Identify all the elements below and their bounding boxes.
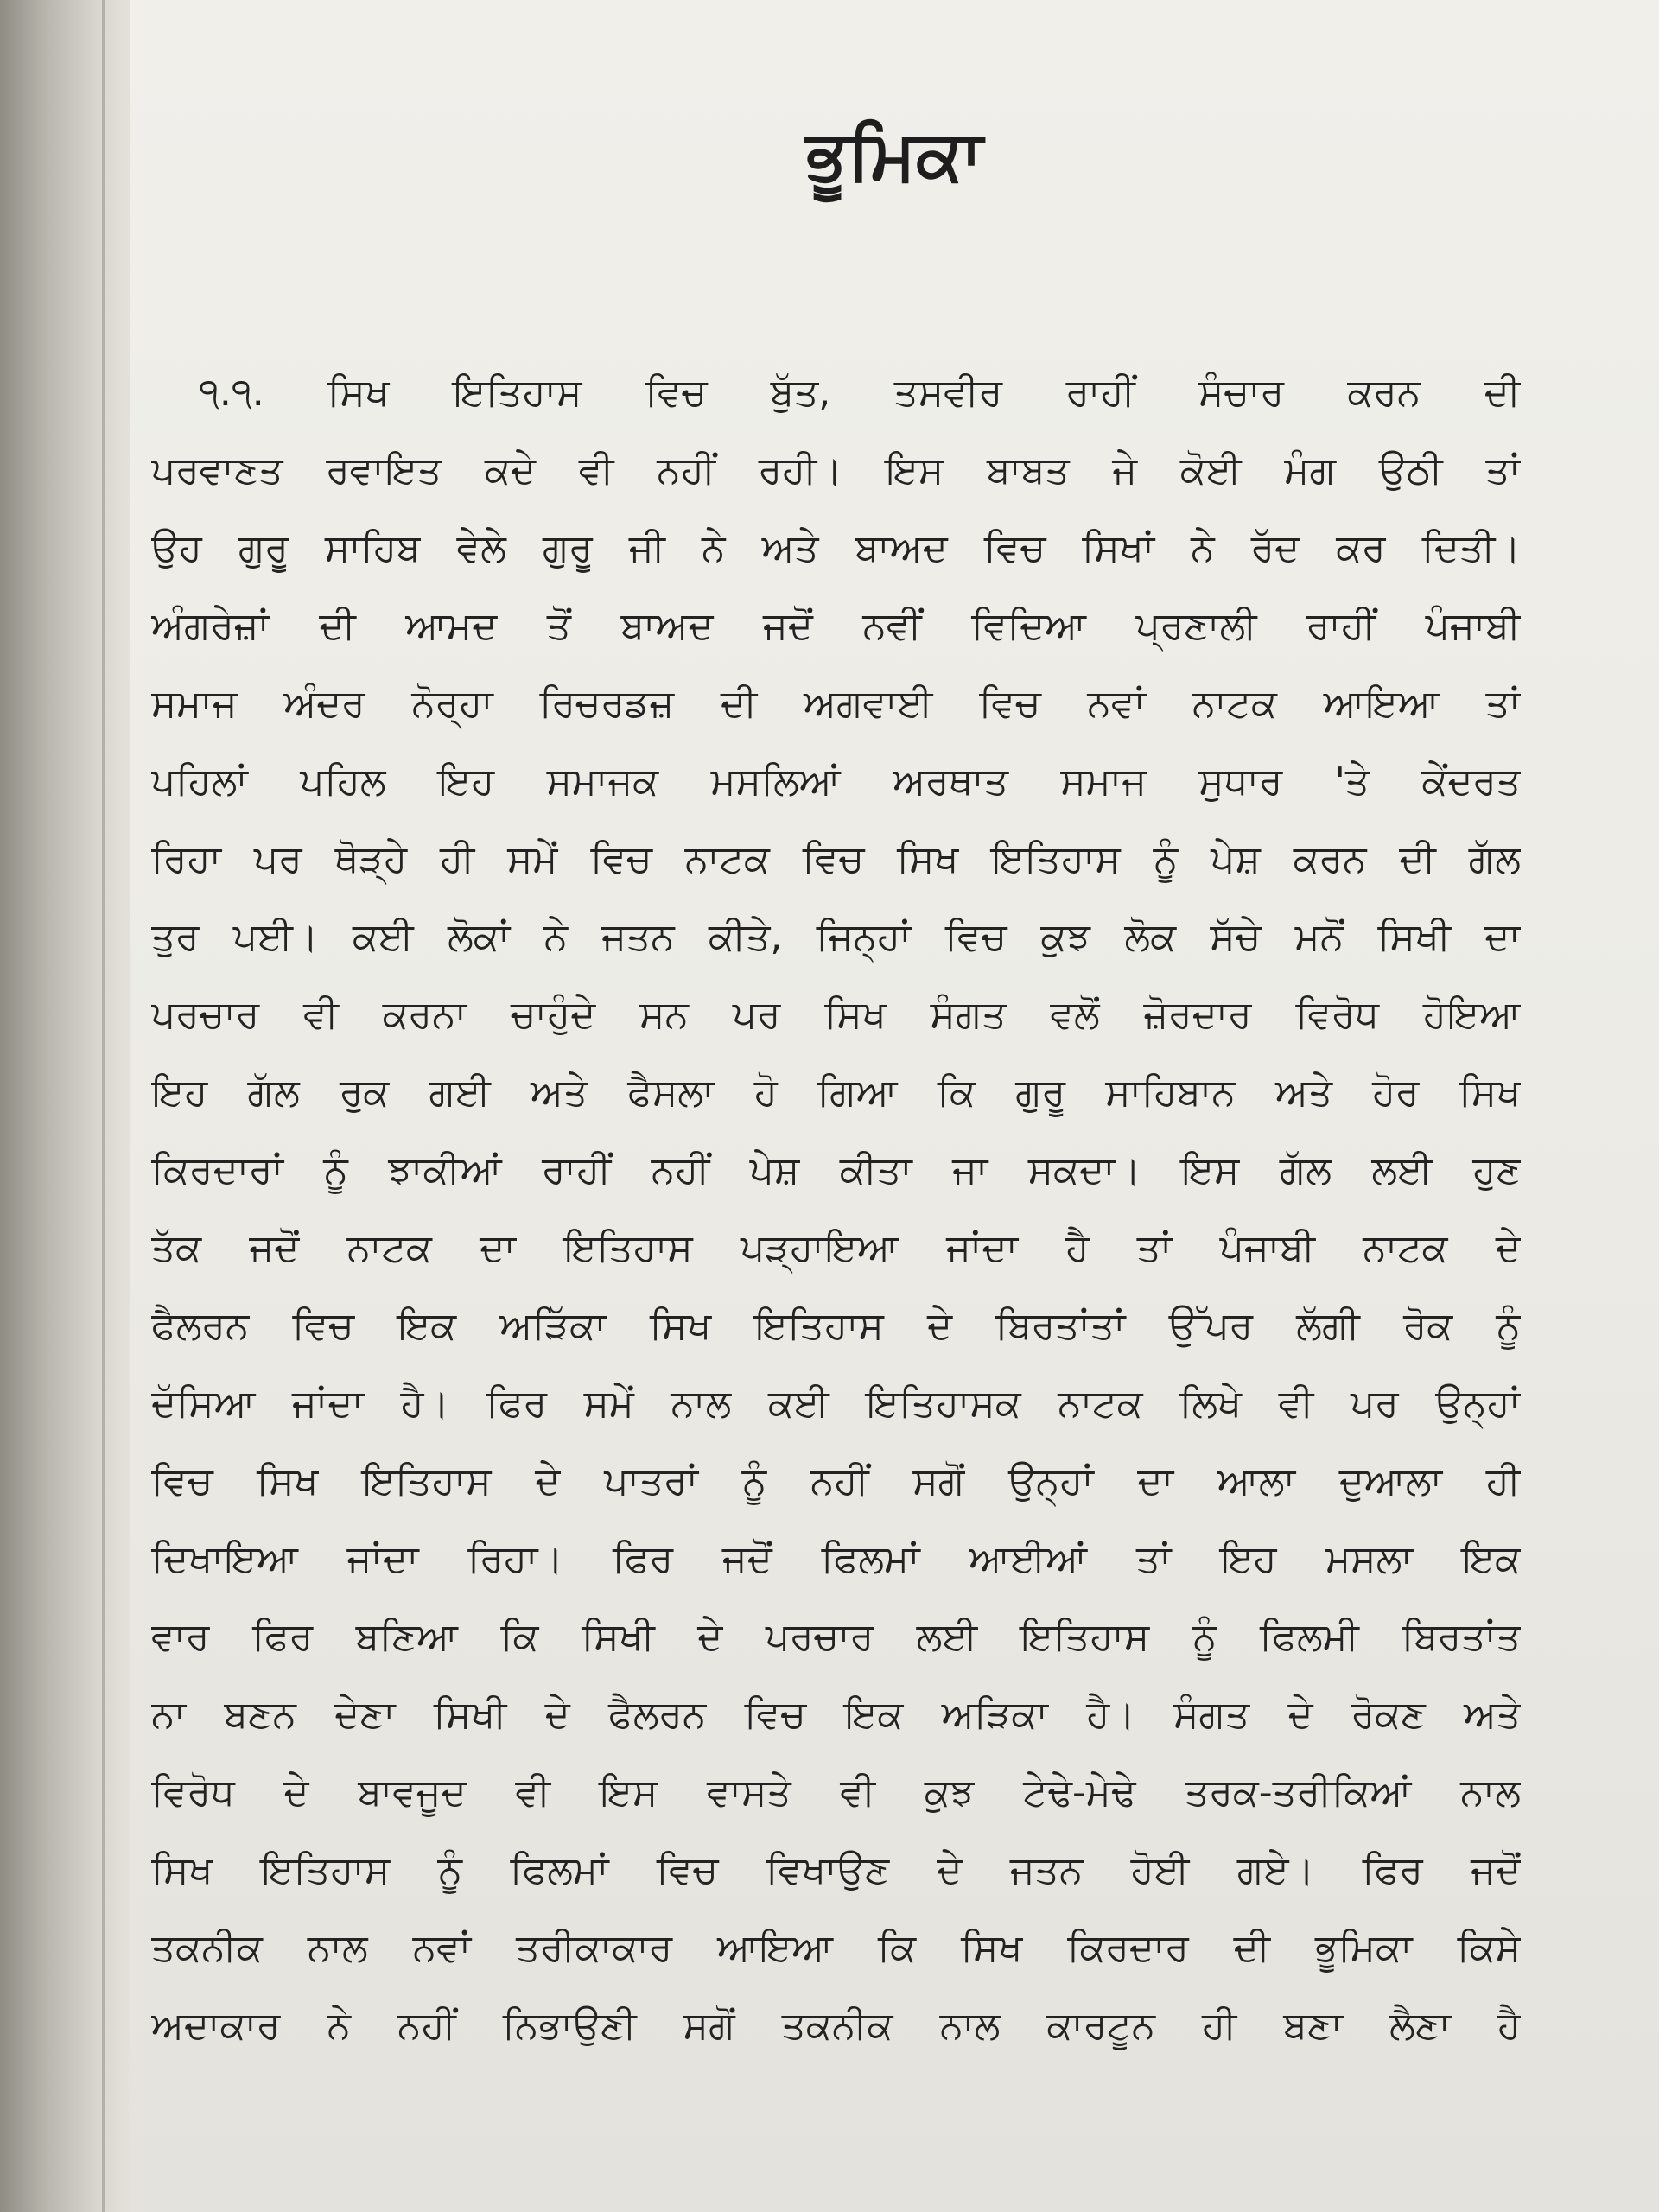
text-line: ਤੁਰ ਪਈ। ਕਈ ਲੋਕਾਂ ਨੇ ਜਤਨ ਕੀਤੇ, ਜਿਨ੍ਹਾਂ ਵਿਚ ਕੁਝ ਲੋਕ ਸੱਚੇ ਮਨੋਂ ਸਿਖੀ ਦਾ — [151, 915, 1521, 959]
text-line: ਤੱਕ ਜਦੋਂ ਨਾਟਕ ਦਾ ਇਤਿਹਾਸ ਪੜ੍ਹਾਇਆ ਜਾਂਦਾ ਹੈ ਤਾਂ ਪੰਜਾਬੀ ਨਾਟਕ ਦੇ — [151, 1226, 1521, 1270]
text-line: ਨਾ ਬਣਨ ਦੇਣਾ ਸਿਖੀ ਦੇ ਫੈਲਰਨ ਵਿਚ ਇਕ ਅੜਿਕਾ ਹੈ। ਸੰਗਤ ਦੇ ਰੋਕਣ ਅਤੇ — [151, 1693, 1521, 1737]
text-line: ਇਹ ਗੱਲ ਰੁਕ ਗਈ ਅਤੇ ਫੈਸਲਾ ਹੋ ਗਿਆ ਕਿ ਗੁਰੂ ਸਾਹਿਬਾਨ ਅਤੇ ਹੋਰ ਸਿਖ — [151, 1071, 1521, 1115]
text-line: ਵਾਰ ਫਿਰ ਬਣਿਆ ਕਿ ਸਿਖੀ ਦੇ ਪਰਚਾਰ ਲਈ ਇਤਿਹਾਸ ਨੂੰ ਫਿਲਮੀ ਬਿਰਤਾਂਤ — [151, 1615, 1521, 1659]
book-gutter-shadow — [0, 0, 130, 2212]
text-line: ਦਿਖਾਇਆ ਜਾਂਦਾ ਰਿਹਾ। ਫਿਰ ਜਦੋਂ ਫਿਲਮਾਂ ਆਈਆਂ ਤਾਂ ਇਹ ਮਸਲਾ ਇਕ — [151, 1537, 1521, 1581]
text-line: ਅੰਗਰੇਜ਼ਾਂ ਦੀ ਆਮਦ ਤੋਂ ਬਾਅਦ ਜਦੋਂ ਨਵੀਂ ਵਿਦਿਆ ਪ੍ਰਣਾਲੀ ਰਾਹੀਂ ਪੰਜਾਬੀ — [151, 604, 1521, 648]
text-line: ਪਹਿਲਾਂ ਪਹਿਲ ਇਹ ਸਮਾਜਕ ਮਸਲਿਆਂ ਅਰਥਾਤ ਸਮਾਜ ਸੁਧਾਰ 'ਤੇ ਕੇਂਦਰਤ — [151, 760, 1521, 804]
text-line: ਕਿਰਦਾਰਾਂ ਨੂੰ ਝਾਕੀਆਂ ਰਾਹੀਂ ਨਹੀਂ ਪੇਸ਼ ਕੀਤਾ ਜਾ ਸਕਦਾ। ਇਸ ਗੱਲ ਲਈ ਹੁਣ — [151, 1148, 1521, 1192]
text-line: ਉਹ ਗੁਰੂ ਸਾਹਿਬ ਵੇਲੇ ਗੁਰੂ ਜੀ ਨੇ ਅਤੇ ਬਾਅਦ ਵਿਚ ਸਿਖਾਂ ਨੇ ਰੱਦ ਕਰ ਦਿਤੀ। — [151, 526, 1521, 570]
text-line: ਸਮਾਜ ਅੰਦਰ ਨੋਰ੍ਹਾ ਰਿਚਰਡਜ਼ ਦੀ ਅਗਵਾਈ ਵਿਚ ਨਵਾਂ ਨਾਟਕ ਆਇਆ ਤਾਂ — [151, 682, 1521, 726]
text-line: ਵਿਚ ਸਿਖ ਇਤਿਹਾਸ ਦੇ ਪਾਤਰਾਂ ਨੂੰ ਨਹੀਂ ਸਗੋਂ ਉਨ੍ਹਾਂ ਦਾ ਆਲਾ ਦੁਆਲਾ ਹੀ — [151, 1459, 1521, 1503]
text-line: ਤਕਨੀਕ ਨਾਲ ਨਵਾਂ ਤਰੀਕਾਕਾਰ ਆਇਆ ਕਿ ਸਿਖ ਕਿਰਦਾਰ ਦੀ ਭੂਮਿਕਾ ਕਿਸੇ — [151, 1926, 1521, 1970]
text-line: ਪਰਚਾਰ ਵੀ ਕਰਨਾ ਚਾਹੁੰਦੇ ਸਨ ਪਰ ਸਿਖ ਸੰਗਤ ਵਲੋਂ ਜ਼ੋਰਦਾਰ ਵਿਰੋਧ ਹੋਇਆ — [151, 993, 1521, 1037]
text-line: ਅਦਾਕਾਰ ਨੇ ਨਹੀਂ ਨਿਭਾਉਣੀ ਸਗੋਂ ਤਕਨੀਕ ਨਾਲ ਕਾਰਟੂਨ ਹੀ ਬਣਾ ਲੈਣਾ ਹੈ — [151, 2004, 1521, 2048]
text-line: ਪਰਵਾਣਤ ਰਵਾਇਤ ਕਦੇ ਵੀ ਨਹੀਂ ਰਹੀ। ਇਸ ਬਾਬਤ ਜੇ ਕੋਈ ਮੰਗ ਉਠੀ ਤਾਂ — [151, 448, 1521, 493]
book-page — [130, 0, 1659, 2212]
text-line: ਵਿਰੋਧ ਦੇ ਬਾਵਜੂਦ ਵੀ ਇਸ ਵਾਸਤੇ ਵੀ ਕੁਝ ਟੇਢੇ-ਮੇਢੇ ਤਰਕ-ਤਰੀਕਿਆਂ ਨਾਲ — [151, 1770, 1521, 1815]
page-title: ਭੂਮਿਕਾ — [805, 115, 983, 195]
text-line: ਫੈਲਰਨ ਵਿਚ ਇਕ ਅੜਿੱਕਾ ਸਿਖ ਇਤਿਹਾਸ ਦੇ ਬਿਰਤਾਂਤਾਂ ਉੱਪਰ ਲੱਗੀ ਰੋਕ ਨੂੰ — [151, 1304, 1521, 1348]
book-page-edge — [102, 0, 105, 2212]
text-line: ਦੱਸਿਆ ਜਾਂਦਾ ਹੈ। ਫਿਰ ਸਮੇਂ ਨਾਲ ਕਈ ਇਤਿਹਾਸਕ ਨਾਟਕ ਲਿਖੇ ਵੀ ਪਰ ਉਨ੍ਹਾਂ — [151, 1382, 1521, 1426]
text-line: ਸਿਖ ਇਤਿਹਾਸ ਨੂੰ ਫਿਲਮਾਂ ਵਿਚ ਵਿਖਾਉਣ ਦੇ ਜਤਨ ਹੋਈ ਗਏ। ਫਿਰ ਜਦੋਂ — [151, 1848, 1521, 1892]
text-line: ੧.੧. ਸਿਖ ਇਤਿਹਾਸ ਵਿਚ ਬੁੱਤ, ਤਸਵੀਰ ਰਾਹੀਂ ਸੰਚਾਰ ਕਰਨ ਦੀ — [199, 371, 1521, 415]
body-paragraph — [151, 354, 1521, 2065]
text-line: ਰਿਹਾ ਪਰ ਥੋੜ੍ਹੇ ਹੀ ਸਮੇਂ ਵਿਚ ਨਾਟਕ ਵਿਚ ਸਿਖ ਇਤਿਹਾਸ ਨੂੰ ਪੇਸ਼ ਕਰਨ ਦੀ ਗੱਲ — [151, 837, 1521, 881]
